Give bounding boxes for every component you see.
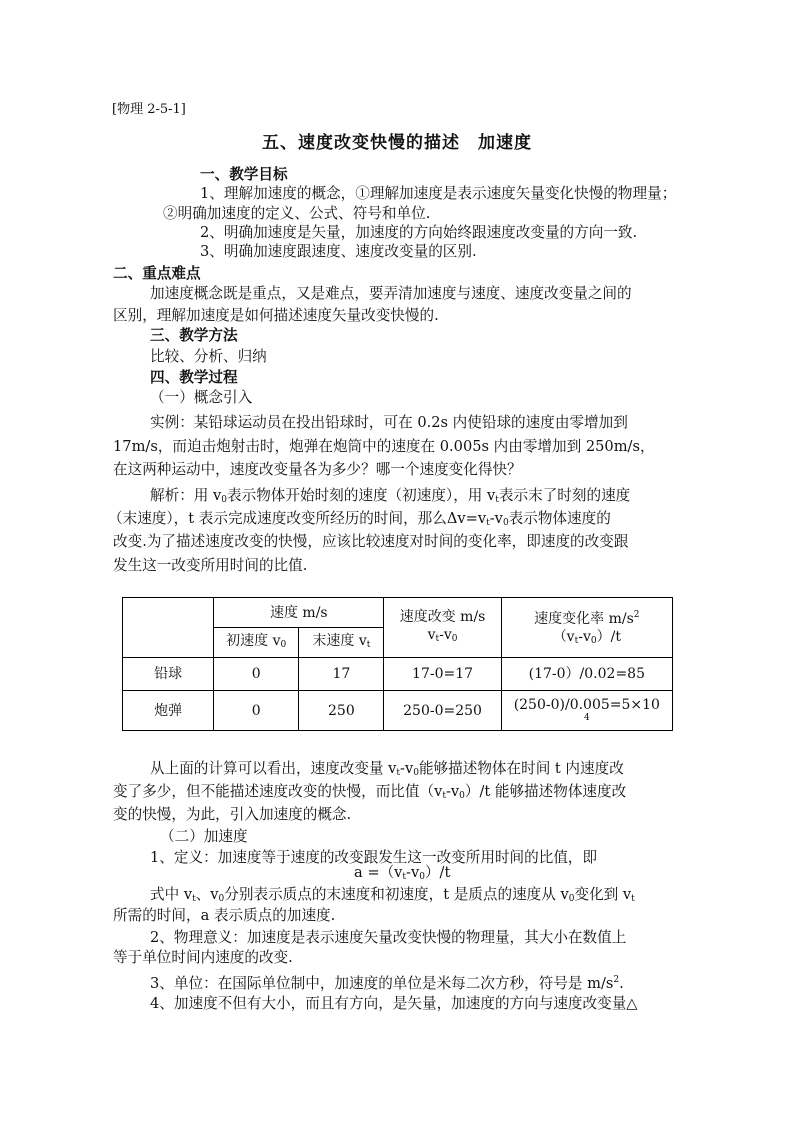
objective-line: 1、理解加速度的概念，①理解加速度是表示速度矢量变化快慢的物理量； <box>200 185 677 202</box>
paragraph-line: 改变.为了描述速度改变的快慢，应该比较速度对时间的变化率，即速度的改变跟 <box>113 533 629 550</box>
table-cell: 250-0=250 <box>384 691 501 731</box>
paragraph-line: 等于单位时间内速度的改变. <box>113 949 293 966</box>
paragraph-line: 变了多少，但不能描述速度改变的快慢，而比值$(v_t-v_0)/t$ 能够描述物体速度改 <box>113 783 627 801</box>
table-header-change: 速度改变 m/s $v_t-v_0$ <box>384 598 501 658</box>
paragraph-line: 变的快慢，为此，引入加速度的概念. <box>113 806 352 823</box>
formula: $a =(v_t-v_0)/t$ <box>354 864 451 882</box>
paragraph-line: 在这两种运动中，速度改变量各为多少？哪一个速度变化得快？ <box>113 461 522 478</box>
table-row <box>123 658 673 691</box>
table-cell: (17-0）/0.02=85 <box>501 658 672 691</box>
paragraph-line: （末速度），t 表示完成速度改变所经历的时间，那么$\Delta v=v_t-v_0$表示物体速度的 <box>108 510 611 528</box>
paragraph-line: 2、物理意义：加速度是表示速度矢量改变快慢的物理量，其大小在数值上 <box>150 929 627 946</box>
paragraph-line: 3、单位：在国际单位制中，加速度的单位是米每二次方秒，符号是 $m/s^2$. <box>150 975 624 992</box>
table-cell: 炮弹 <box>123 691 214 731</box>
section-heading-process: 四、教学过程 <box>150 369 238 386</box>
section-heading-methods: 三、教学方法 <box>150 327 238 344</box>
table-header-v0: 初速度 $v_0$ <box>214 628 299 658</box>
table-row <box>123 691 673 731</box>
table-cell: 17-0=17 <box>384 658 501 691</box>
table-cell: 17 <box>299 658 384 691</box>
paragraph-line: 发生这一改变所用时间的比值. <box>113 557 308 574</box>
table-cell: 0 <box>214 658 299 691</box>
paragraph-line: 4、加速度不但有大小，而且有方向，是矢量，加速度的方向与速度改变量△ <box>150 995 638 1012</box>
comparison-table <box>122 597 673 731</box>
paragraph-line: 所需的时间，a 表示质点的加速度. <box>113 907 336 924</box>
table-header-speed: 速度 m/s <box>214 598 384 628</box>
paragraph-line: 式中 $v_t$、$v_0$分别表示质点的末速度和初速度，t 是质点的速度从 $v_0$变化到 $v_t$ <box>150 886 635 904</box>
section-heading-objectives: 一、教学目标 <box>200 166 288 183</box>
table-cell: (250-0)/0.005=5×10 4 <box>501 691 672 731</box>
section-heading-key-points: 二、重点难点 <box>113 265 201 282</box>
table-header-vt: 末速度 $v_t$ <box>299 628 384 658</box>
objective-line: 2、明确加速度是矢量，加速度的方向始终跟速度改变量的方向一致. <box>200 224 638 241</box>
table-cell: 250 <box>299 691 384 731</box>
paragraph-line: 加速度概念既是重点，又是难点，要弄清加速度与速度、速度改变量之间的 <box>150 285 632 302</box>
page-title: 五、速度改变快慢的描述 加速度 <box>262 133 532 153</box>
paragraph-line: 比较、分析、归纳 <box>150 348 267 365</box>
table-cell: 铅球 <box>123 658 214 691</box>
paragraph-line: 17m/s，而迫击炮射击时，炮弹在炮筒中的速度在 0.005s 内由零增加到 250m/s， <box>113 438 655 455</box>
table-header-row <box>123 598 673 628</box>
table-header-rate: 速度变化率 $m/s^2$ $(v_t-v_0)/t$ <box>501 598 672 658</box>
paragraph-line: 从上面的计算可以看出，速度改变量 $v_t-v_0$能够描述物体在时间 t 内速度改 <box>150 760 624 778</box>
paragraph-line: 实例：某铅球运动员在投出铅球时，可在 0.2s 内使铅球的速度由零增加到 <box>150 414 628 431</box>
document-code: [物理 2-5-1] <box>112 102 186 117</box>
objective-line: 3、明确加速度跟速度、速度改变量的区别. <box>200 243 477 260</box>
paragraph-line: 区别，理解加速度是如何描述速度矢量改变快慢的. <box>113 307 439 324</box>
table-cell: 0 <box>214 691 299 731</box>
subsection-heading: （一）概念引入 <box>150 389 253 406</box>
paragraph-line: 解析：用 $v_0$表示物体开始时刻的速度（初速度），用 $v_t$表示末了时刻的速度 <box>150 487 631 505</box>
paragraph-line: 1、定义：加速度等于速度的改变跟发生这一改变所用时间的比值，即 <box>150 849 598 866</box>
subsection-heading: （二）加速度 <box>160 828 248 845</box>
table-header-empty <box>123 598 214 658</box>
objective-line: ②明确加速度的定义、公式、符号和单位. <box>163 205 431 222</box>
